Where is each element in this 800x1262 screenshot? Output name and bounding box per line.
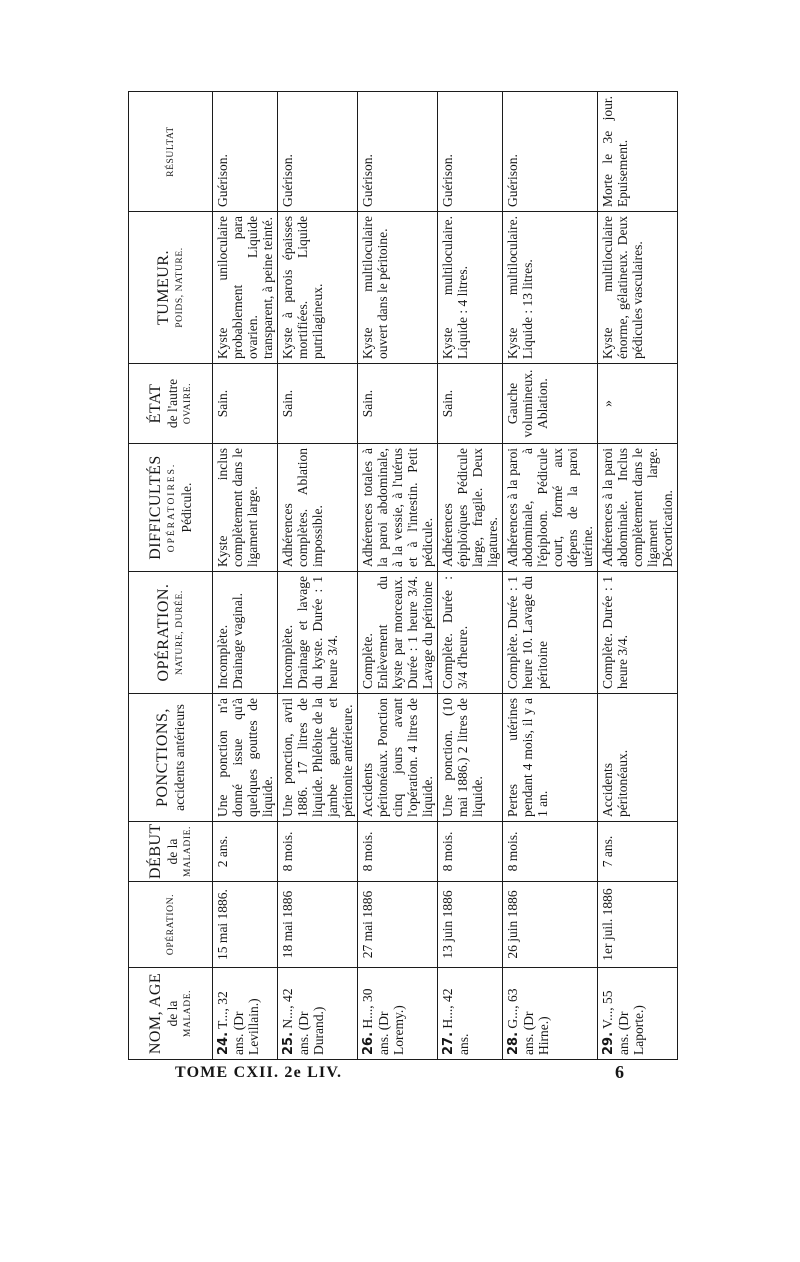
- header-resultat-label: RÉSULTAT: [165, 126, 176, 177]
- case-number: 24.: [216, 1031, 231, 1055]
- cell-resultat: [278, 92, 358, 212]
- cell-debut: [213, 822, 278, 882]
- cell-tumeur: [598, 212, 678, 364]
- cell-tumeur-text: Kyste multiloculaire énorme, gélatineux. Deux pédicules vasculaires.: [600, 216, 645, 359]
- header-tumeur: [129, 212, 213, 364]
- cell-date: [503, 882, 598, 968]
- cell-difficultes: [213, 444, 278, 572]
- cell-etat: [278, 364, 358, 444]
- cell-patient-text: H..., 42 ans.: [440, 988, 471, 1055]
- cell-difficultes-text: Adhérences à la paroi abdominale, à l'épiploon. Pédicule court, formé aux dépens de la paroi utérine.: [505, 448, 595, 567]
- header-debut-small: MALADIE.: [183, 826, 193, 877]
- cell-etat-text: Gauche volumineux. Ablation.: [505, 369, 550, 438]
- cell-ponctions-text: Pertes utérines pendant 4 mois, il y a 1 an.: [505, 698, 550, 817]
- cell-difficultes-text: Adhérences totales à la paroi abdominale, à la vessie, à l'utérus et à l'intestin. Petit pédicule.: [360, 448, 435, 567]
- footer-volume: TOME CXII. 2e LIV.: [175, 1064, 343, 1081]
- cell-patient-text: T..., 32 ans. (Dr Levillain.): [215, 991, 261, 1055]
- header-nom-age-small: MALADE.: [183, 989, 193, 1038]
- cell-debut: [358, 822, 438, 882]
- table-row: [278, 92, 358, 1060]
- header-etat-small: OVAIRE.: [183, 382, 193, 425]
- cases-table: [128, 91, 678, 1060]
- cell-patient: [598, 968, 678, 1060]
- table-row: [503, 92, 598, 1060]
- cell-date: [278, 882, 358, 968]
- header-operation-small: NATURE, DURÉE.: [175, 590, 185, 675]
- cell-ponctions: [503, 694, 598, 822]
- cell-difficultes: [503, 444, 598, 572]
- cell-etat: [503, 364, 598, 444]
- header-operation-title: OPÉRATION.: [155, 583, 172, 682]
- cell-debut: [438, 822, 503, 882]
- cell-difficultes: [438, 444, 503, 572]
- header-nom-age-title: NOM, AGE: [147, 972, 164, 1055]
- header-nom-age-sub: de la: [165, 1000, 180, 1027]
- case-number: 28.: [506, 1031, 521, 1055]
- header-operation-date-label: OPÉRATION.: [165, 893, 176, 956]
- cell-debut-text: 7 ans.: [600, 835, 615, 868]
- case-number: 25.: [281, 1031, 296, 1055]
- table-row: [438, 92, 503, 1060]
- table-body: [213, 92, 678, 1060]
- table-row: [598, 92, 678, 1060]
- cell-tumeur: [278, 212, 358, 364]
- cell-patient-text: G..., 63 ans. (Dr Hirne.): [505, 988, 551, 1055]
- cell-patient: [278, 968, 358, 1060]
- cell-etat: [358, 364, 438, 444]
- footer-page-number: 6: [615, 1062, 624, 1082]
- cell-tumeur-text: Kyste uniloculaire probablement para ovarien. Liquide transparent, à peine teinté.: [215, 216, 275, 359]
- cell-resultat-text: Guérison.: [280, 154, 295, 207]
- cell-date: [438, 882, 503, 968]
- cell-operation: [358, 572, 438, 694]
- cell-resultat-text: Guérison.: [360, 154, 375, 207]
- cell-patient: [438, 968, 503, 1060]
- cell-debut: [503, 822, 598, 882]
- cell-patient: [358, 968, 438, 1060]
- case-number: 29.: [601, 1031, 616, 1055]
- cell-operation-text: Incomplète. Drainage vaginal.: [215, 593, 245, 689]
- cell-ponctions: [438, 694, 503, 822]
- cell-patient: [503, 968, 598, 1060]
- cell-date-text: 26 juin 1886: [505, 890, 520, 959]
- cell-ponctions-text: Une ponction n'a donné issue qu'à quelques gouttes de liquide.: [215, 698, 275, 817]
- cell-etat: [598, 364, 678, 444]
- cell-difficultes: [598, 444, 678, 572]
- header-ponctions-title: PONCTIONS,: [154, 708, 171, 807]
- header-etat: [129, 364, 213, 444]
- cell-date-text: 27 mai 1886: [360, 890, 375, 959]
- table-row: [213, 92, 278, 1060]
- cell-date: [213, 882, 278, 968]
- cell-etat: [213, 364, 278, 444]
- cell-tumeur-text: Kyste multiloculaire. Liquide : 13 litres.: [505, 216, 535, 359]
- header-difficultes-small: OPÉRATOIRES.: [167, 462, 177, 553]
- header-tumeur-title: TUMEUR.: [155, 249, 172, 326]
- cell-resultat-text: Guérison.: [440, 154, 455, 207]
- cell-etat-text: Sain.: [440, 389, 455, 418]
- cell-tumeur: [438, 212, 503, 364]
- cell-operation: [278, 572, 358, 694]
- table-row: [358, 92, 438, 1060]
- cell-patient-text: H..., 30 ans. (Dr Loremy.): [360, 988, 406, 1055]
- cell-operation-text: Complète. Durée : 1 heure 10. Lavage du péritoine: [505, 576, 550, 689]
- cell-etat-text: »: [600, 400, 615, 407]
- cell-debut: [598, 822, 678, 882]
- cell-operation: [213, 572, 278, 694]
- cell-resultat: [598, 92, 678, 212]
- cell-etat-text: Sain.: [360, 389, 375, 418]
- cell-operation-text: Complète. Durée : 3/4 d'heure.: [440, 576, 470, 689]
- cell-operation-text: Complète. Durée : 1 heure 3/4.: [600, 576, 630, 689]
- cell-debut: [278, 822, 358, 882]
- cell-ponctions-text: Accidents péritonéaux.: [600, 749, 630, 817]
- cell-resultat: [213, 92, 278, 212]
- cell-date-text: 13 juin 1886: [440, 890, 455, 959]
- header-debut-title: DÉBUT: [147, 823, 164, 879]
- header-debut-sub: de la: [165, 838, 180, 865]
- cell-difficultes: [278, 444, 358, 572]
- cell-ponctions: [598, 694, 678, 822]
- cell-tumeur-text: Kyste multiloculaire ouvert dans le péritoine.: [360, 216, 390, 359]
- cell-debut-text: 8 mois.: [280, 831, 295, 872]
- cell-debut-text: 2 ans.: [215, 835, 230, 868]
- cell-date-text: 18 mai 1886: [280, 890, 295, 959]
- cell-ponctions-text: Accidents péritonéaux. Ponction cinq jours avant l'opération. 4 litres de liquide.: [360, 698, 435, 817]
- header-operation-date: [129, 882, 213, 968]
- cell-difficultes: [358, 444, 438, 572]
- cell-difficultes-text: Adhérences à la paroi abdominale. Inclus complètement dans le ligament large. Décortication.: [600, 448, 675, 567]
- header-etat-title: ÉTAT: [147, 383, 164, 424]
- cell-resultat: [358, 92, 438, 212]
- cell-ponctions: [358, 694, 438, 822]
- cell-tumeur-text: Kyste multiloculaire. Liquide : 4 litres.: [440, 216, 470, 359]
- cell-resultat-text: Guérison.: [215, 154, 230, 207]
- cell-operation-text: Incomplète. Drainage et lavage du kyste. Durée : 1 heure 3/4.: [280, 576, 340, 689]
- header-resultat: [129, 92, 213, 212]
- cell-difficultes-text: Adhérences épiploïques Pédicule large, fragile. Deux ligatures.: [440, 448, 500, 567]
- cell-tumeur: [503, 212, 598, 364]
- rotated-table-page: [128, 92, 675, 1060]
- cell-tumeur-text: Kyste à parois épaisses mortifiées. Liquide putrilagineux.: [280, 216, 325, 359]
- header-ponctions: [129, 694, 213, 822]
- cell-tumeur: [213, 212, 278, 364]
- cell-ponctions-text: Une ponction, avril 1886. 17 litres de liquide. Phlébite de la jambe gauche et péritonite antérieure.: [280, 698, 355, 817]
- cell-debut-text: 8 mois.: [360, 831, 375, 872]
- header-difficultes-sub: Pédicule.: [179, 482, 194, 533]
- cell-operation: [503, 572, 598, 694]
- header-nom-age: [129, 968, 213, 1060]
- cell-patient-text: V..., 55 ans. (Dr Laporte.): [600, 990, 646, 1055]
- cell-resultat-text: Guérison.: [505, 154, 520, 207]
- header-operation: [129, 572, 213, 694]
- header-etat-sub: de l'autre: [165, 378, 180, 429]
- cell-resultat: [438, 92, 503, 212]
- cell-resultat-text: Morte le 3e jour. Epuisement.: [600, 96, 630, 207]
- cell-ponctions: [278, 694, 358, 822]
- cell-debut-text: 8 mois.: [505, 831, 520, 872]
- header-difficultes: [129, 444, 213, 572]
- header-difficultes-title: DIFFICULTÉS: [147, 455, 164, 560]
- cell-etat-text: Sain.: [215, 389, 230, 418]
- cell-difficultes-text: Adhérences complètes. Ablation impossible.: [280, 448, 325, 567]
- cell-operation: [438, 572, 503, 694]
- case-number: 26.: [361, 1031, 376, 1055]
- cell-etat: [438, 364, 503, 444]
- header-ponctions-sub: accidents antérieurs: [172, 704, 187, 811]
- header-row: [129, 92, 213, 1060]
- header-tumeur-small: POIDS, NATURE.: [175, 247, 185, 328]
- cell-operation: [598, 572, 678, 694]
- cell-ponctions: [213, 694, 278, 822]
- cell-difficultes-text: Kyste inclus complètement dans le ligament large.: [215, 448, 260, 567]
- case-number: 27.: [441, 1031, 456, 1055]
- cell-etat-text: Sain.: [280, 389, 295, 418]
- cell-tumeur: [358, 212, 438, 364]
- cell-date-text: 15 mai 1886.: [215, 889, 230, 960]
- cell-patient: [213, 968, 278, 1060]
- cell-ponctions-text: Une ponction. (10 mai 1886.) 2 litres de liquide.: [440, 698, 485, 817]
- header-debut: [129, 822, 213, 882]
- cell-debut-text: 8 mois.: [440, 831, 455, 872]
- cell-date: [358, 882, 438, 968]
- cell-resultat: [503, 92, 598, 212]
- cell-date: [598, 882, 678, 968]
- cell-patient-text: N..., 42 ans. (Dr Durand.): [280, 988, 326, 1055]
- cell-operation-text: Complète. Enlèvement du kyste par morceaux. Durée : 1 heure 3/4. Lavage du péritoine: [360, 576, 435, 689]
- cell-date-text: 1er juil. 1886: [600, 888, 615, 961]
